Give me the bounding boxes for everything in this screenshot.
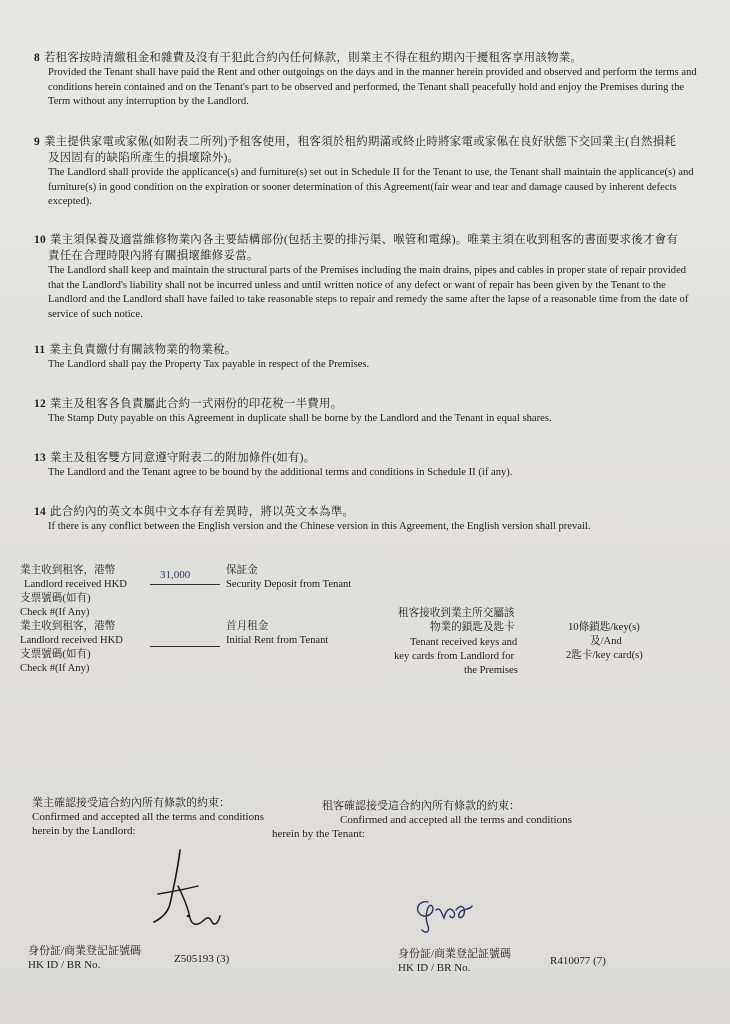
cheque-label-en: Check #(If Any) [20,607,90,618]
keys-count: 10條鎖匙/key(s) [568,622,640,633]
deposit-label-en: Security Deposit from Tenant [226,579,352,590]
clause-9-en: The Landlord shall provide the applicance(s) and furniture(s) set out in Schedule II for the Tenant to use, the Tenant shall maintain the applicance(s) and furniture(s) in good condition on the expiration or sooner determination of this Agreement(fair wear and tear and damage caused by inherent defects excepted). [48,167,694,207]
clause-14-cn [34,504,704,520]
clause-cn-text: 業主負責繳付有關該物業的物業稅。 [49,344,237,356]
deposit-received-cn: 業主收到租客，港幣 [20,565,116,576]
keys-received-en-2: key cards from Landlord for [394,651,515,662]
clause-11 [34,342,704,373]
clause-12-en: The Stamp Duty payable on this Agreement in duplicate shall be borne by the Landlord and the Tenant in equal shares. [48,413,552,424]
keys-received-cn-2: 物業的鎖匙及匙卡 [430,622,515,633]
cheque-label-cn: 支票號碼(如有) [20,593,91,604]
landlord-confirm-cn: 業主確認接受這合約內所有條款的約束： [32,797,230,809]
landlord-id-label-cn: 身份証/商業登記証號碼 [28,945,142,957]
clause-8 [34,50,704,110]
landlord-id-label-en: HK ID / BR No. [28,959,101,971]
clause-13-en: The Landlord and the Tenant agree to be bound by the additional terms and conditions in Schedule II (if any). [48,467,513,478]
clause-9-cn [34,134,704,150]
clause-cn-text: 業主及租客各負責屬此合約一式兩份的印花稅一半費用。 [49,398,343,410]
rent-label-en: Initial Rent from Tenant [226,635,329,646]
clause-12-cn [34,396,704,412]
tenant-confirm-en-1: Confirmed and accepted all the terms and conditions [340,814,572,826]
clause-14 [34,504,704,535]
clause-10 [34,232,704,322]
clause-8-en: Provided the Tenant shall have paid the Rent and other outgoings on the days and in the manner herein provided and observed and perform the terms and conditions herein contained and on the Tenant's part to be observed and performed, the Tenant shall peacefully hold and enjoy the Premises during the Term without any interruption by the Landlord. [48,67,697,107]
rent-amount-line [150,646,220,647]
clause-13 [34,450,704,481]
clause-number: 13 [34,452,46,464]
cheque2-label-en: Check #(If Any) [20,663,90,674]
tenant-confirm-en-2: herein by the Tenant: [272,828,365,840]
clause-14-en: If there is any conflict between the English version and the Chinese version in this Agreement, the English version shall prevail. [48,521,591,532]
clause-13-cn [34,450,704,466]
clause-9 [34,134,704,210]
deposit-amount-line [150,584,220,585]
clause-number: 8 [34,52,40,64]
keys-received-cn-1: 租客接收到業主所交屬該 [398,608,515,619]
clause-cn-text: 業主提供家電或家俬(如附表二所列)予租客使用，租客須於租約期滿或終止時將家電或家俬在良好狀態下交回業主(自然損耗 [43,136,677,148]
clause-11-cn [34,342,704,358]
clause-9-cn-cont: 及因固有的缺陷所產生的損壞除外)。 [48,152,240,164]
landlord-confirm-en-2: herein by the Landlord: [32,825,136,837]
rent-received-cn: 業主收到租客，港幣 [20,621,116,632]
landlord-signature [148,846,238,936]
tenant-id-label-en: HK ID / BR No. [398,962,471,974]
clause-12 [34,396,704,427]
tenant-signature [410,892,490,936]
deposit-received-en: Landlord received HKD [24,579,127,590]
clause-number: 10 [34,234,46,246]
tenant-id-label-cn: 身份証/商業登記証號碼 [398,948,512,960]
clause-number: 11 [34,344,46,356]
cheque2-label-cn: 支票號碼(如有) [20,649,91,660]
tenant-confirm-cn: 租客確認接受這合約內所有條款的約束： [322,800,520,812]
keys-and: 及/And [590,636,622,647]
keys-received-en-1: Tenant received keys and [410,637,518,648]
clause-8-cn [34,50,704,66]
clause-number: 9 [34,136,40,148]
clause-number: 14 [34,506,46,518]
clause-cn-text: 此合約內的英文本與中文本存有差異時，將以英文本為準。 [49,506,355,518]
keys-received-en-3: the Premises [464,665,518,676]
clause-10-cn [34,232,704,248]
landlord-id-value: Z505193 (3) [174,953,230,965]
landlord-confirm-en-1: Confirmed and accepted all the terms and conditions [32,811,264,823]
clause-cn-text: 業主須保養及適當維修物業內各主要結構部份(包括主要的排污渠、喉管和電線)。唯業主須在收到租客的書面要求後才會有 [49,234,679,246]
rent-label-cn: 首月租金 [226,621,269,632]
tenant-id-value: R410077 (7) [550,955,606,967]
deposit-amount: 31,000 [160,569,191,581]
clause-cn-text: 若租客按時清繳租金和雜費及沒有干犯此合約內任何條款，則業主不得在租約期內干擾租客享用該物業。 [43,52,583,64]
clause-10-cn-cont: 責任在合理時限內將有關損壞維修妥當。 [48,250,259,262]
clause-11-en: The Landlord shall pay the Property Tax payable in respect of the Premises. [48,359,370,370]
clause-cn-text: 業主及租客雙方同意遵守附表二的附加條件(如有)。 [49,452,316,464]
deposit-label-cn: 保証金 [226,565,258,576]
rent-received-en: Landlord received HKD [20,635,123,646]
clause-number: 12 [34,398,46,410]
clause-10-en: The Landlord shall keep and maintain the structural parts of the Premises including the main drains, pipes and cables in proper state of repair provided that the Landlord's liability shall not be incurred unless and until written notice of any defect or want of repair has been given by the Tenant to the Landlord and the Landlord shall have failed to take reasonable steps to repair and remedy the same after the lapse of a reasonable time from the date of service of such notice. [48,265,689,320]
key-cards-count: 2匙卡/key card(s) [566,650,643,661]
